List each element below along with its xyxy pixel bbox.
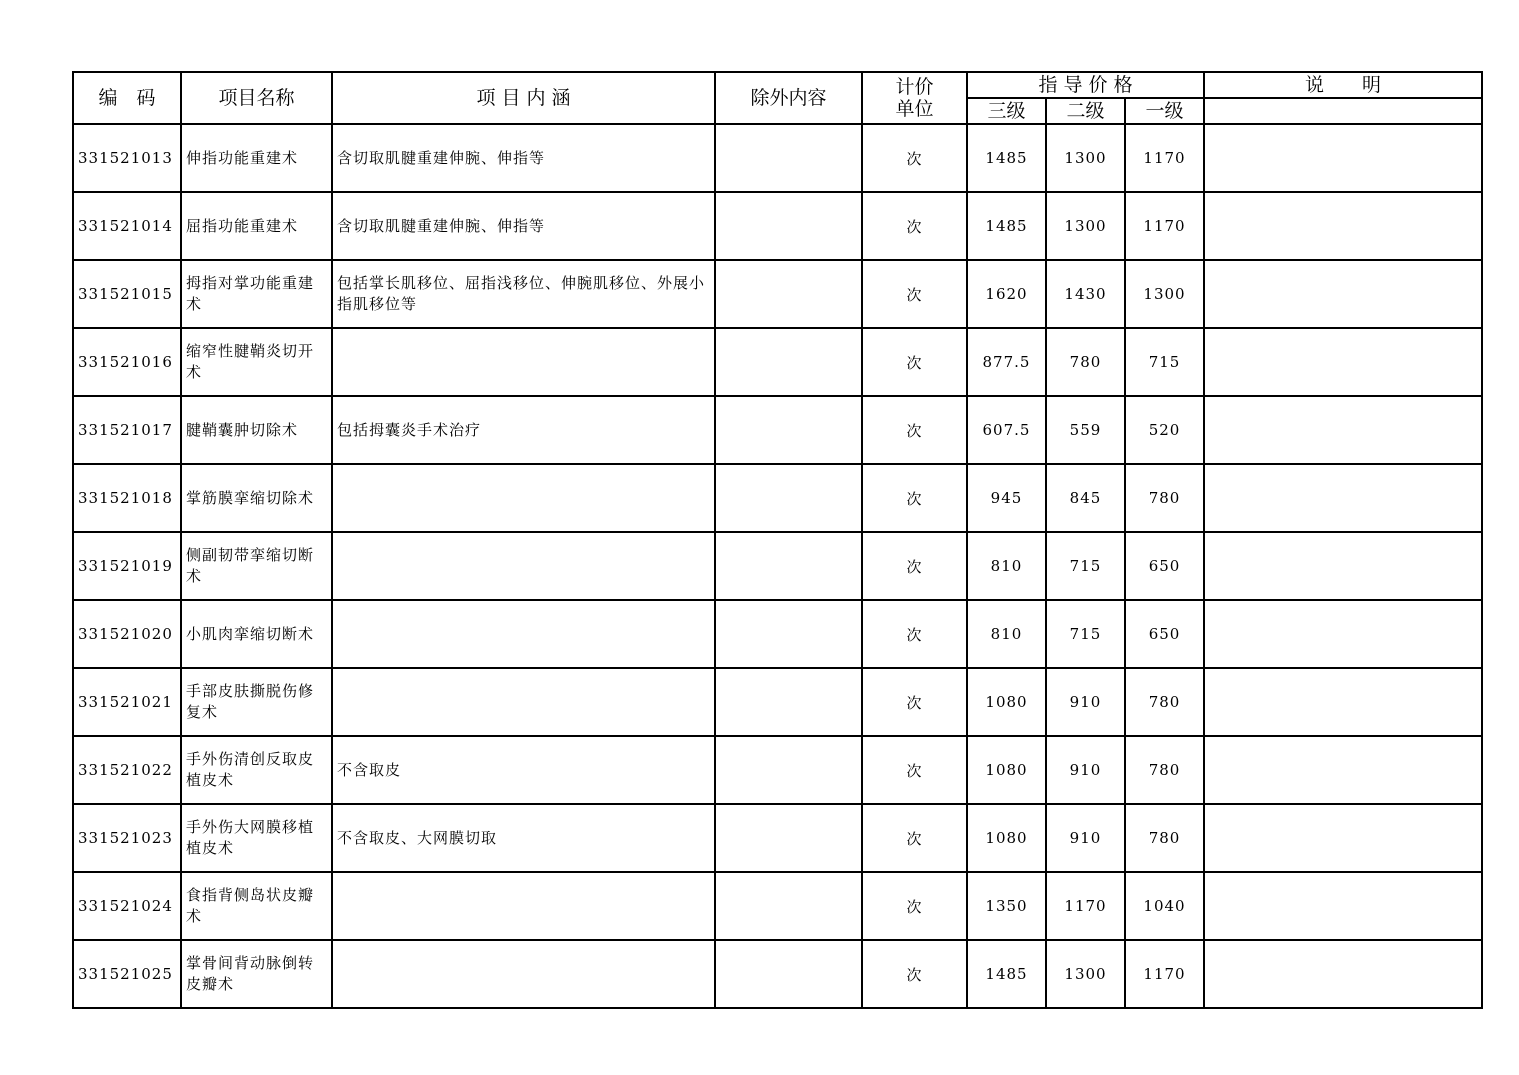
row-exclusions	[715, 940, 862, 1008]
row-level2-price: 1170	[1046, 872, 1125, 940]
row-level3-price: 1485	[967, 124, 1046, 192]
row-content: 包括掌长肌移位、屈指浅移位、伸腕肌移位、外展小指肌移位等	[332, 260, 715, 328]
table-row	[73, 532, 1482, 600]
header-exclusions: 除外内容	[715, 72, 862, 124]
row-code: 331521022	[73, 736, 181, 804]
row-code: 331521016	[73, 328, 181, 396]
table-row	[73, 804, 1482, 872]
row-code: 331521020	[73, 600, 181, 668]
row-exclusions	[715, 668, 862, 736]
table-row	[73, 260, 1482, 328]
row-unit: 次	[862, 464, 967, 532]
table-row	[73, 736, 1482, 804]
row-level3-price: 810	[967, 600, 1046, 668]
header-item-name: 项目名称	[181, 72, 332, 124]
row-level1-price: 1170	[1125, 124, 1204, 192]
row-code: 331521023	[73, 804, 181, 872]
row-exclusions	[715, 192, 862, 260]
row-level1-price: 650	[1125, 600, 1204, 668]
row-exclusions	[715, 124, 862, 192]
row-code: 331521013	[73, 124, 181, 192]
row-level3-price: 1350	[967, 872, 1046, 940]
row-content	[332, 600, 715, 668]
row-note	[1204, 260, 1482, 328]
row-level3-price: 877.5	[967, 328, 1046, 396]
header-level2: 二级	[1046, 98, 1125, 124]
row-item-name: 拇指对掌功能重建术	[181, 260, 332, 328]
row-unit: 次	[862, 804, 967, 872]
row-content	[332, 532, 715, 600]
row-level2-price: 715	[1046, 532, 1125, 600]
row-unit: 次	[862, 396, 967, 464]
row-note	[1204, 396, 1482, 464]
row-level1-price: 1300	[1125, 260, 1204, 328]
row-note	[1204, 124, 1482, 192]
header-guide-price: 指 导 价 格	[967, 72, 1204, 98]
table-row	[73, 328, 1482, 396]
row-content	[332, 668, 715, 736]
table-row	[73, 940, 1482, 1008]
table-row	[73, 600, 1482, 668]
row-level3-price: 810	[967, 532, 1046, 600]
row-item-name: 小肌肉挛缩切断术	[181, 600, 332, 668]
row-unit: 次	[862, 260, 967, 328]
row-content	[332, 464, 715, 532]
row-level1-price: 780	[1125, 668, 1204, 736]
header-unit	[862, 72, 967, 124]
header-unit-line1: 计价	[895, 76, 934, 98]
row-exclusions	[715, 260, 862, 328]
row-unit: 次	[862, 600, 967, 668]
row-code: 331521017	[73, 396, 181, 464]
row-level2-price: 910	[1046, 736, 1125, 804]
row-content: 含切取肌腱重建伸腕、伸指等	[332, 192, 715, 260]
header-note: 说 明	[1204, 72, 1482, 98]
row-note	[1204, 804, 1482, 872]
row-code: 331521014	[73, 192, 181, 260]
row-level3-price: 945	[967, 464, 1046, 532]
row-level1-price: 715	[1125, 328, 1204, 396]
row-level2-price: 780	[1046, 328, 1125, 396]
row-item-name: 腱鞘囊肿切除术	[181, 396, 332, 464]
row-note	[1204, 192, 1482, 260]
row-content: 含切取肌腱重建伸腕、伸指等	[332, 124, 715, 192]
row-unit: 次	[862, 192, 967, 260]
row-unit: 次	[862, 532, 967, 600]
row-item-name: 缩窄性腱鞘炎切开术	[181, 328, 332, 396]
row-level1-price: 1040	[1125, 872, 1204, 940]
row-note	[1204, 940, 1482, 1008]
price-table	[72, 71, 1483, 1009]
row-level3-price: 1080	[967, 804, 1046, 872]
header-code: 编 码	[73, 72, 181, 124]
row-code: 331521019	[73, 532, 181, 600]
row-item-name: 手部皮肤撕脱伤修复术	[181, 668, 332, 736]
row-level2-price: 1430	[1046, 260, 1125, 328]
table-row	[73, 872, 1482, 940]
row-level3-price: 1485	[967, 940, 1046, 1008]
header-note-blank	[1204, 98, 1482, 124]
row-note	[1204, 872, 1482, 940]
row-note	[1204, 736, 1482, 804]
row-item-name: 食指背侧岛状皮瓣术	[181, 872, 332, 940]
row-code: 331521018	[73, 464, 181, 532]
row-exclusions	[715, 464, 862, 532]
header-unit-line2: 单位	[895, 98, 934, 120]
row-exclusions	[715, 736, 862, 804]
row-content: 不含取皮	[332, 736, 715, 804]
table-row	[73, 124, 1482, 192]
row-unit: 次	[862, 124, 967, 192]
table-row	[73, 192, 1482, 260]
row-level2-price: 715	[1046, 600, 1125, 668]
row-level2-price: 910	[1046, 668, 1125, 736]
row-item-name: 掌筋膜挛缩切除术	[181, 464, 332, 532]
row-content	[332, 872, 715, 940]
row-note	[1204, 328, 1482, 396]
table-row	[73, 396, 1482, 464]
row-level3-price: 1620	[967, 260, 1046, 328]
row-unit: 次	[862, 736, 967, 804]
row-exclusions	[715, 328, 862, 396]
row-item-name: 手外伤大网膜移植植皮术	[181, 804, 332, 872]
row-content	[332, 328, 715, 396]
row-note	[1204, 464, 1482, 532]
row-level3-price: 607.5	[967, 396, 1046, 464]
row-code: 331521024	[73, 872, 181, 940]
row-exclusions	[715, 532, 862, 600]
row-level1-price: 780	[1125, 804, 1204, 872]
row-note	[1204, 600, 1482, 668]
table-row	[73, 668, 1482, 736]
row-exclusions	[715, 396, 862, 464]
row-level2-price: 559	[1046, 396, 1125, 464]
row-note	[1204, 668, 1482, 736]
row-content: 不含取皮、大网膜切取	[332, 804, 715, 872]
row-exclusions	[715, 600, 862, 668]
row-level1-price: 780	[1125, 464, 1204, 532]
row-unit: 次	[862, 328, 967, 396]
header-level3: 三级	[967, 98, 1046, 124]
row-content: 包括拇囊炎手术治疗	[332, 396, 715, 464]
row-level1-price: 650	[1125, 532, 1204, 600]
row-level2-price: 845	[1046, 464, 1125, 532]
row-level3-price: 1485	[967, 192, 1046, 260]
row-exclusions	[715, 872, 862, 940]
row-level1-price: 520	[1125, 396, 1204, 464]
row-unit: 次	[862, 668, 967, 736]
row-item-name: 手外伤清创反取皮植皮术	[181, 736, 332, 804]
row-exclusions	[715, 804, 862, 872]
row-code: 331521025	[73, 940, 181, 1008]
row-level2-price: 1300	[1046, 192, 1125, 260]
row-code: 331521015	[73, 260, 181, 328]
table-body	[73, 124, 1482, 1008]
table-header	[73, 72, 1482, 124]
row-level3-price: 1080	[967, 668, 1046, 736]
row-item-name: 屈指功能重建术	[181, 192, 332, 260]
row-level1-price: 1170	[1125, 940, 1204, 1008]
row-item-name: 掌骨间背动脉倒转皮瓣术	[181, 940, 332, 1008]
row-item-name: 伸指功能重建术	[181, 124, 332, 192]
row-level1-price: 1170	[1125, 192, 1204, 260]
header-level1: 一级	[1125, 98, 1204, 124]
row-level1-price: 780	[1125, 736, 1204, 804]
header-content: 项 目 内 涵	[332, 72, 715, 124]
row-content	[332, 940, 715, 1008]
row-item-name: 侧副韧带挛缩切断术	[181, 532, 332, 600]
row-code: 331521021	[73, 668, 181, 736]
row-note	[1204, 532, 1482, 600]
row-level2-price: 910	[1046, 804, 1125, 872]
row-unit: 次	[862, 872, 967, 940]
row-level2-price: 1300	[1046, 124, 1125, 192]
row-unit: 次	[862, 940, 967, 1008]
table-row	[73, 464, 1482, 532]
row-level2-price: 1300	[1046, 940, 1125, 1008]
row-level3-price: 1080	[967, 736, 1046, 804]
